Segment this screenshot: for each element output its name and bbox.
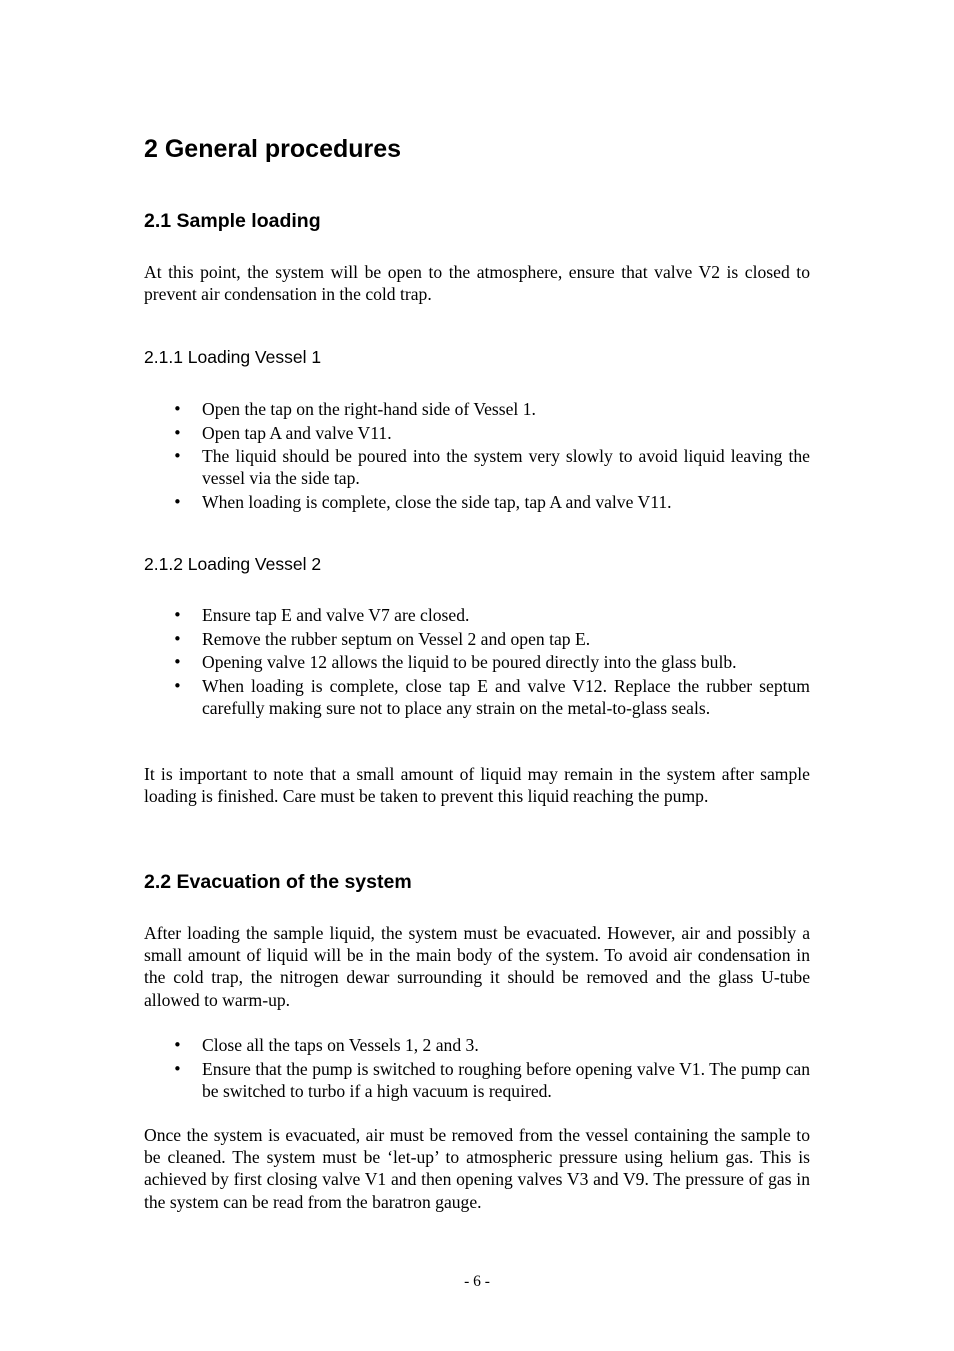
list-item-text: Remove the rubber septum on Vessel 2 and open tap E. — [202, 628, 591, 649]
list-item — [144, 398, 810, 420]
bullet-icon: • — [173, 447, 182, 465]
loading-vessel-1-list — [144, 398, 810, 514]
bullet-icon: • — [173, 629, 182, 648]
bullet-icon: • — [173, 606, 182, 624]
bullet-icon: • — [173, 492, 182, 511]
bullet-icon: • — [173, 423, 182, 442]
list-item — [144, 422, 810, 444]
sample-loading-intro: At this point, the system will be open to the atmosphere, ensure that valve V2 is closed to prevent air condensation in the cold trap. — [144, 262, 810, 305]
evacuation-list — [144, 1034, 810, 1103]
list-item-text: Open the tap on the right-hand side of Vessel 1. — [202, 399, 536, 419]
list-item — [144, 675, 810, 719]
sample-loading-note: It is important to note that a small amount of liquid may remain in the system after sample loading is finished. Care must be taken to prevent this liquid reaching the pump. — [144, 764, 810, 807]
bullet-icon: • — [173, 1059, 182, 1078]
bullet-icon: • — [173, 400, 182, 418]
list-item — [144, 651, 810, 673]
list-item-text: Ensure tap E and valve V7 are closed. — [202, 605, 470, 625]
bullet-icon: • — [173, 653, 182, 671]
list-item-text: When loading is complete, close the side tap, tap A and valve V11. — [202, 491, 672, 512]
list-item-text: Ensure that the pump is switched to roughing before opening valve V1. The pump can be switched to turbo if a high vacuum is required. — [202, 1058, 810, 1101]
chapter-title: 2 General procedures — [144, 135, 402, 163]
subsection-title-loading-vessel-1: 2.1.1 Loading Vessel 1 — [144, 347, 322, 367]
evacuation-outro: Once the system is evacuated, air must be removed from the vessel containing the sample to be cleaned. The system must be ‘let-up’ to atmospheric pressure using helium gas. This is achieved by first closing valve V1 and then opening valves V3 and V9. The pressure of gas in the system can be read from the baratron gauge. — [144, 1125, 810, 1212]
bullet-icon: • — [173, 676, 182, 695]
list-item-text: Close all the taps on Vessels 1, 2 and 3. — [202, 1035, 479, 1055]
section-title-evacuation: 2.2 Evacuation of the system — [144, 871, 412, 893]
subsection-title-loading-vessel-2: 2.1.2 Loading Vessel 2 — [144, 554, 322, 574]
list-item — [144, 604, 810, 626]
list-item — [144, 628, 810, 650]
list-item — [144, 1058, 810, 1102]
list-item — [144, 491, 810, 513]
list-item-text: Opening valve 12 allows the liquid to be poured directly into the glass bulb. — [202, 652, 737, 672]
loading-vessel-2-list — [144, 604, 810, 720]
list-item — [144, 1034, 810, 1056]
list-item-text: The liquid should be poured into the system very slowly to avoid liquid leaving the vessel via the side tap. — [202, 446, 810, 489]
evacuation-intro: After loading the sample liquid, the system must be evacuated. However, air and possibly a small amount of liquid will be in the main body of the system. To avoid air condensation in the cold trap, the nitrogen dewar surrounding it should be removed and the glass U-tube allowed to warm-up. — [144, 923, 810, 1010]
list-item-text: When loading is complete, close tap E and valve V12. Replace the rubber septum carefully making sure not to place any strain on the metal-to-glass seals. — [202, 675, 810, 718]
list-item-text: Open tap A and valve V11. — [202, 422, 392, 443]
page-number: - 6 - — [464, 1273, 490, 1290]
list-item — [144, 445, 810, 489]
bullet-icon: • — [173, 1036, 182, 1054]
section-title-sample-loading: 2.1 Sample loading — [144, 210, 321, 232]
